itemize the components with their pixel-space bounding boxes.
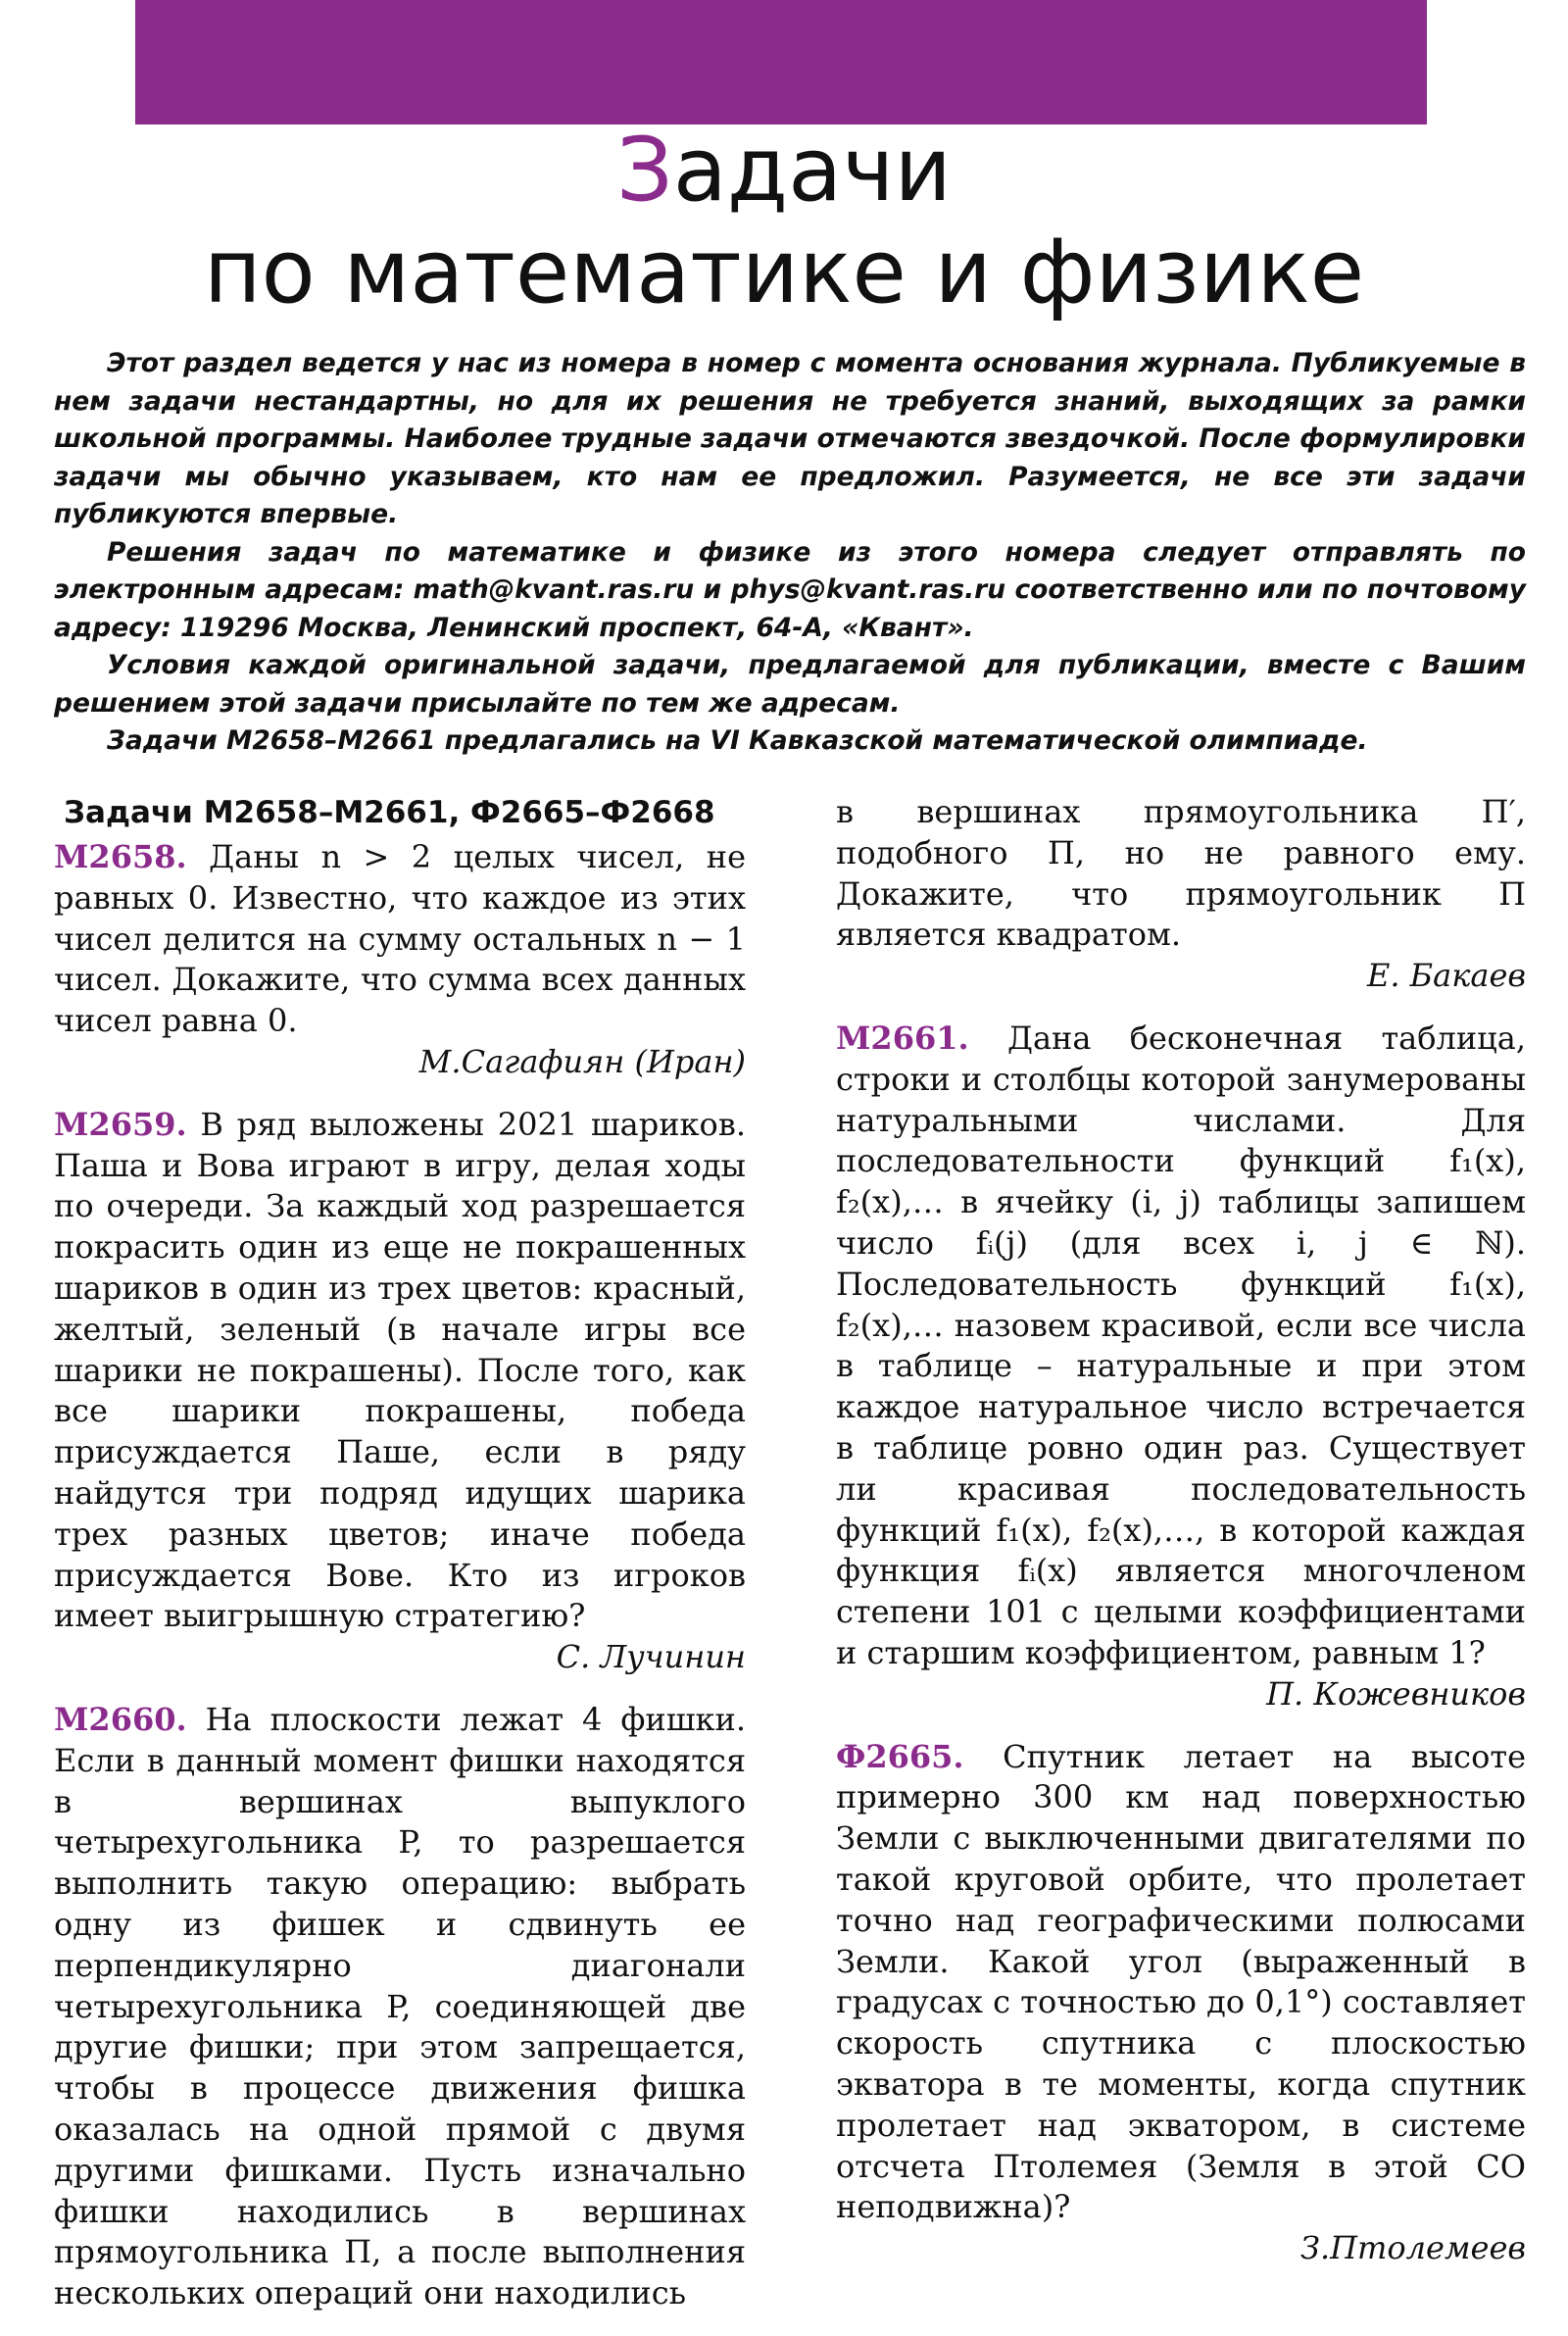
header-color-bar	[135, 0, 1427, 124]
title-rest: адачи	[672, 119, 952, 222]
problem-m2660-continued	[836, 792, 1526, 997]
title-line-2: по математике и физике	[203, 221, 1365, 323]
problem-f2665	[836, 1737, 1526, 2269]
intro-paragraph-2: Решения задач по математике и физике из этого номера следует отправлять по электронным адресам: math@kvant.ras.ru и phys@kvant.ras.ru соответственно или по почтовому адресу: 119296 Москва, Ленинский проспект, 64-А, «Квант».	[54, 536, 1526, 643]
problem-code: М2660.	[54, 1700, 187, 1738]
problem-text: Дана бесконечная таблица, строки и столбцы которой занумерованы натуральными числами. Для последовательности функций f₁(x), f₂(x),… в ячейку (i, j) таблицы запишем число fᵢ(j) (для всех i, j ∈ ℕ). Последовательность функций f₁(x), f₂(x),… назовем красивой, если все числа в таблице – натуральные и при этом каждое натуральное число встречается в таблице ровно один раз. Существует ли красивая последовательность функций f₁(x), f₂(x),…, в которой каждая функция fᵢ(x) является многочленом степени 101 с целыми коэффициентами и старшим коэффициентом, равным 1?	[836, 1019, 1526, 1671]
right-column	[836, 792, 1526, 2291]
intro-text	[54, 345, 1526, 761]
problem-m2658	[54, 837, 746, 1083]
problem-code: М2659.	[54, 1105, 187, 1143]
problem-m2661	[836, 1019, 1526, 1715]
problem-author: З.Птолемеев	[1300, 2229, 1526, 2267]
problem-author: М.Сагафиян (Иран)	[418, 1042, 746, 1080]
problem-code: М2658.	[54, 838, 187, 875]
intro-paragraph-4: Задачи М2658–М2661 предлагались на VI Кавказской математической олимпиаде.	[107, 725, 1368, 756]
problem-m2660	[54, 1700, 746, 2314]
page-title	[0, 120, 1568, 323]
problem-text: В ряд выложены 2021 шариков. Паша и Вова играют в игру, делая ходы по очереди. За каждый ход разрешается покрасить один из еще не покрашенных шариков в один из трех цветов: красный, желтый, зеленый (в начале игры все шарики не покрашены). После того, как все шарики покрашены, победа присуждается Паше, если в ряду найдутся три подряд идущих шарика трех разных цветов; иначе победа присуждается Вове. Кто из игроков имеет выигрышную стратегию?	[54, 1105, 747, 1635]
problem-author: Е. Бакаев	[1366, 957, 1526, 995]
problem-text: Спутник летает на высоте примерно 300 км над поверхностью Земли с выключенными двигателями по такой круговой орбите, что пролетает точно над географическими полюсами Земли. Какой угол (выраженный в градусах с точностью до 0,1°) составляет скорость спутника с плоскостью экватора в те моменты, когда спутник пролетает над экватором, в системе отсчета Птолемея (Земля в этой СО неподвижна)?	[836, 1737, 1527, 2226]
problem-m2659	[54, 1105, 746, 1678]
title-first-letter: З	[616, 119, 673, 222]
problem-author: П. Кожевников	[1266, 1674, 1526, 1713]
problem-text: На плоскости лежат 4 фишки. Если в данный момент фишки находятся в вершинах выпуклого четырехугольника P, то разрешается выполнить такую операцию: выбрать одну из фишек и сдвинуть ее перпендикулярно диагонали четырехугольника P, соединяющей две другие фишки; при этом запрещается, чтобы в процессе движения фишка оказалась на одной прямой с двумя другими фишками. Пусть изначально фишки находились в вершинах прямоугольника Π, а после выполнения нескольких операций они находились	[54, 1700, 747, 2312]
intro-paragraph-1: Этот раздел ведется у нас из номера в номер с момента основания журнала. Публикуемые в нем задачи нестандартны, но для их решения не требуется знаний, выходящих за рамки школьной программы. Наиболее трудные задачи отмечаются звездочкой. После формулировки задачи мы обычно указываем, кто нам ее предложил. Разумеется, не все эти задачи публикуются впервые.	[54, 348, 1526, 529]
section-heading: Задачи М2658–М2661, Ф2665–Ф2668	[64, 795, 715, 830]
problem-code: Ф2665.	[836, 1737, 964, 1775]
problem-code: М2661.	[836, 1019, 969, 1057]
title-line-1	[0, 120, 1568, 222]
problem-text-continued: в вершинах прямоугольника Π′, подобного Π, но не равного ему. Докажите, что прямоугольник Π является квадратом.	[836, 793, 1526, 954]
intro-paragraph-3: Условия каждой оригинальной задачи, предлагаемой для публикации, вместе с Вашим решением этой задачи присылайте по тем же адресам.	[54, 650, 1526, 719]
left-column	[54, 792, 746, 2336]
problem-text: Даны n > 2 целых чисел, не равных 0. Известно, что каждое из этих чисел делится на сумму остальных n − 1 чисел. Докажите, что сумма всех данных чисел равна 0.	[54, 838, 747, 1040]
problem-author: С. Лучинин	[556, 1638, 746, 1676]
